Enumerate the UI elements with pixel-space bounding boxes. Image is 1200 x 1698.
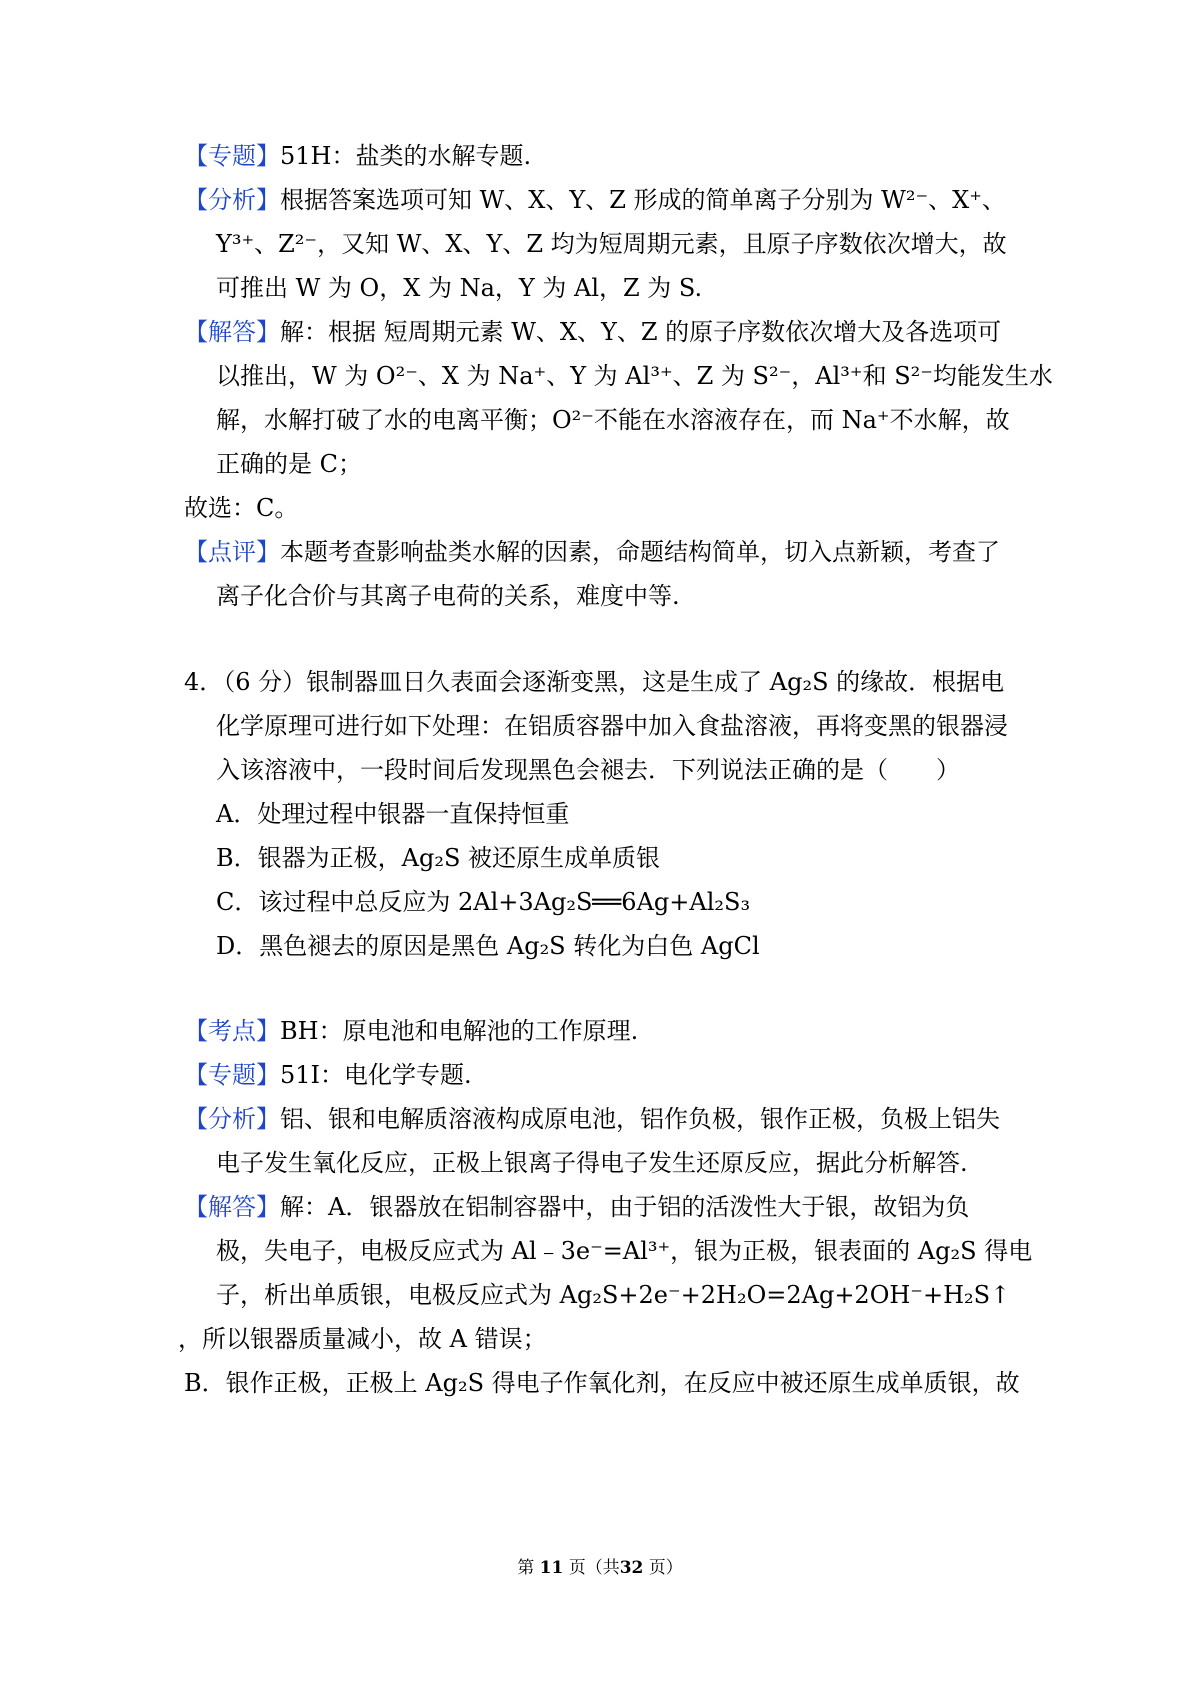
- answer-line: B．银作正极，正极上 Ag₂S 得电子作氧化剂，在反应中被还原生成单质银，故: [184, 1369, 1020, 1397]
- option-b: B．银器为正极，Ag₂S 被还原生成单质银: [216, 844, 661, 872]
- question-stem: 化学原理可进行如下处理：在铝质容器中加入食盐溶液，再将变黑的银器浸: [216, 712, 1008, 740]
- topic-text: 51I：电化学专题.: [280, 1061, 472, 1089]
- footer-suffix: 页）: [648, 1558, 683, 1578]
- key-point-row: [184, 1015, 638, 1047]
- answer-line: 极，失电子，电极反应式为 Al﹣3e⁻=Al³⁺，银为正极，银表面的 Ag₂S 得电: [216, 1237, 1033, 1265]
- analysis-line: 电子发生氧化反应，正极上银离子得电子发生还原反应，据此分析解答.: [216, 1149, 968, 1177]
- answer-tag: 【解答】: [184, 1193, 280, 1221]
- topic-tag: 【专题】: [184, 1061, 280, 1089]
- footer-prefix: 第: [517, 1558, 535, 1578]
- page-footer: [0, 1557, 1200, 1579]
- total-pages: 32: [619, 1558, 644, 1578]
- answer-line: 正确的是 C；: [216, 450, 362, 478]
- option-a: A．处理过程中银器一直保持恒重: [216, 800, 570, 828]
- answer-line: 以推出，W 为 O²⁻、X 为 Na⁺、Y 为 Al³⁺、Z 为 S²⁻，Al³⁺和 S²⁻均能发生水: [216, 362, 1053, 390]
- key-point-tag: 【考点】: [184, 1017, 280, 1045]
- answer-row: [184, 1191, 969, 1223]
- analysis-row: [184, 184, 1006, 216]
- comment-row: [184, 536, 1000, 568]
- comment-line: 离子化合价与其离子电荷的关系，难度中等.: [216, 582, 680, 610]
- analysis-line: 铝、银和电解质溶液构成原电池，铝作负极，银作正极，负极上铝失: [280, 1105, 1000, 1133]
- choice-result: 故选：C。: [184, 494, 299, 522]
- topic-text: 51H：盐类的水解专题.: [280, 142, 532, 170]
- option-d: D．黑色褪去的原因是黑色 Ag₂S 转化为白色 AgCl: [216, 932, 760, 960]
- topic-row: [184, 140, 531, 172]
- analysis-line: Y³⁺、Z²⁻，又知 W、X、Y、Z 均为短周期元素，且原子序数依次增大，故: [216, 230, 1007, 258]
- answer-line: 子，析出单质银，电极反应式为 Ag₂S+2e⁻+2H₂O=2Ag+2OH⁻+H₂S↑: [216, 1281, 1011, 1309]
- comment-line: 本题考查影响盐类水解的因素，命题结构简单，切入点新颖，考查了: [280, 538, 1000, 566]
- answer-tag: 【解答】: [184, 318, 280, 346]
- option-c: C．该过程中总反应为 2Al+3Ag₂S══6Ag+Al₂S₃: [216, 888, 751, 916]
- question-stem: 4．（6 分）银制器皿日久表面会逐渐变黑，这是生成了 Ag₂S 的缘故．根据电: [184, 668, 1005, 696]
- topic-row: [184, 1059, 472, 1091]
- footer-middle: 页（共: [568, 1558, 620, 1578]
- topic-tag: 【专题】: [184, 142, 280, 170]
- answer-line: ，所以银器质量减小，故 A 错误；: [178, 1325, 547, 1353]
- analysis-line: 根据答案选项可知 W、X、Y、Z 形成的简单离子分别为 W²⁻、X⁺、: [280, 186, 1006, 214]
- analysis-row: [184, 1103, 1000, 1135]
- answer-line: 解，水解打破了水的电离平衡；O²⁻不能在水溶液存在，而 Na⁺不水解，故: [216, 406, 1010, 434]
- comment-tag: 【点评】: [184, 538, 280, 566]
- answer-line: 解：A．银器放在铝制容器中，由于铝的活泼性大于银，故铝为负: [280, 1193, 970, 1221]
- analysis-tag: 【分析】: [184, 1105, 280, 1133]
- page-number: 11: [539, 1558, 564, 1578]
- answer-row: [184, 316, 1001, 348]
- analysis-line: 可推出 W 为 O，X 为 Na，Y 为 Al，Z 为 S.: [216, 274, 703, 302]
- answer-line: 解：根据 短周期元素 W、X、Y、Z 的原子序数依次增大及各选项可: [280, 318, 1002, 346]
- analysis-tag: 【分析】: [184, 186, 280, 214]
- question-stem: 入该溶液中，一段时间后发现黑色会褪去．下列说法正确的是（ ）: [216, 756, 960, 784]
- key-point-text: BH：原电池和电解池的工作原理.: [280, 1017, 639, 1045]
